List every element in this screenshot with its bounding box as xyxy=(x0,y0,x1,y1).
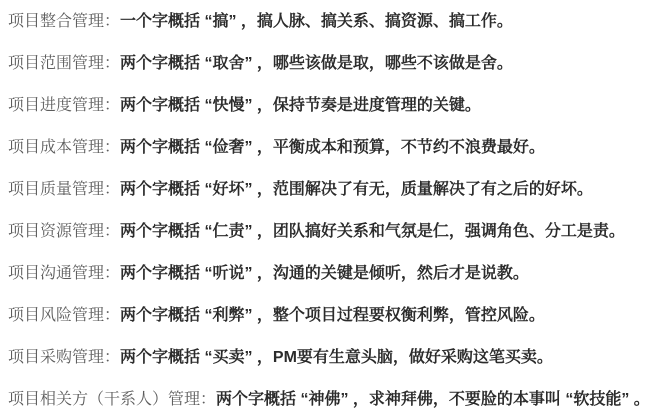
note-content: 两个字概括 “神佛” ，求神拜佛，不要脸的本事叫 “软技能” 。 xyxy=(216,391,650,408)
knowledge-area-label: 项目范围管理： xyxy=(8,55,121,72)
knowledge-area-label: 项目整合管理： xyxy=(8,13,121,30)
note-line xyxy=(8,178,664,202)
note-line xyxy=(8,136,664,160)
note-line xyxy=(8,220,664,244)
note-content: 两个字概括 “好坏” ，范围解决了有无，质量解决了有之后的好坏。 xyxy=(120,181,593,198)
note-line xyxy=(8,94,664,118)
knowledge-area-label: 项目采购管理： xyxy=(8,349,121,366)
note-line xyxy=(8,388,664,412)
knowledge-area-label: 项目成本管理： xyxy=(8,139,121,156)
knowledge-area-label: 项目资源管理： xyxy=(8,223,121,240)
note-line xyxy=(8,346,664,370)
knowledge-area-label: 项目风险管理： xyxy=(8,307,121,324)
note-content: 两个字概括 “利弊” ，整个项目过程要权衡利弊，管控风险。 xyxy=(120,307,545,324)
knowledge-area-label: 项目进度管理： xyxy=(8,97,121,114)
knowledge-area-label: 项目相关方（干系人）管理： xyxy=(8,391,217,408)
note-content: 两个字概括 “取舍” ，哪些该做是取，哪些不该做是舍。 xyxy=(120,55,513,72)
note-content: 两个字概括 “仁责” ，团队搞好关系和气氛是仁，强调角色、分工是责。 xyxy=(120,223,625,240)
note-content: 两个字概括 “听说” ，沟通的关键是倾听，然后才是说教。 xyxy=(120,265,529,282)
knowledge-area-label: 项目沟通管理： xyxy=(8,265,121,282)
note-line xyxy=(8,52,664,76)
note-content: 一个字概括 “搞” ，搞人脉、搞关系、搞资源、搞工作。 xyxy=(120,13,513,30)
notes-list xyxy=(8,10,664,412)
knowledge-area-label: 项目质量管理： xyxy=(8,181,121,198)
note-content: 两个字概括 “快慢” ，保持节奏是进度管理的关键。 xyxy=(120,97,481,114)
note-line xyxy=(8,304,664,328)
note-line xyxy=(8,262,664,286)
note-content: 两个字概括 “俭奢” ，平衡成本和预算，不节约不浪费最好。 xyxy=(120,139,545,156)
note-line xyxy=(8,10,664,34)
note-content: 两个字概括 “买卖” ，PM要有生意头脑，做好采购这笔买卖。 xyxy=(120,349,553,366)
